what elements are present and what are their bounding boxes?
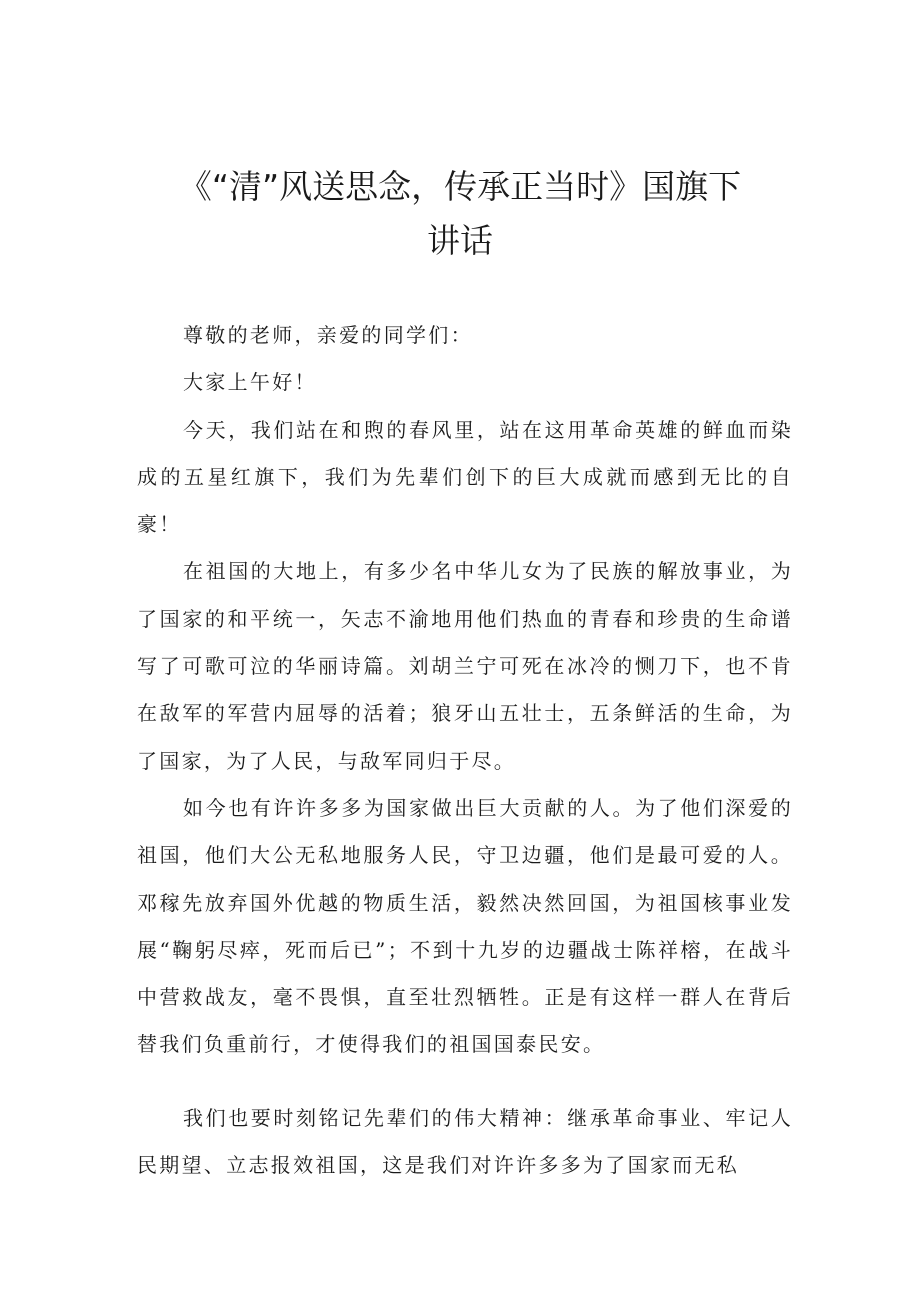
document-title (110, 160, 810, 268)
title-line-1: 《“清”风送思念，传承正当时》国旗下 (178, 167, 742, 206)
paragraph-1: 今天，我们站在和煦的春风里，站在这用革命英雄的鲜血而染成的五星红旗下，我们为先辈们创下的巨大成就而感到无比的自豪！ (137, 417, 793, 537)
document-body (137, 312, 793, 1189)
paragraph-salutation: 尊敬的老师，亲爱的同学们： (183, 323, 473, 347)
paragraph-2: 在祖国的大地上，有多少名中华儿女为了民族的解放事业，为了国家的和平统一，矢志不渝地用他们热血的青春和珍贵的生命谱写了可歌可泣的华丽诗篇。刘胡兰宁可死在冰冷的恻刀下，也不肯在敌军的军营内屈辱的活着；狼牙山五壮士，五条鲜活的生命，为了国家，为了人民，与敌军同归于尽。 (137, 559, 793, 773)
paragraph-4: 我们也要时刻铭记先辈们的伟大精神：继承革命事业、牢记人民期望、立志报效祖国，这是我们对许许多多为了国家而无私 (137, 1105, 793, 1178)
title-line-2: 讲话 (427, 221, 493, 260)
paragraph-3: 如今也有许许多多为国家做出巨大贡献的人。为了他们深爱的祖国，他们大公无私地服务人民，守卫边疆，他们是最可爱的人。邓稼先放弃国外优越的物质生活，毅然决然回国，为祖国核事业发展“鞠躬尽瘁，死而后已”；不到十九岁的边疆战士陈祥榕，在战斗中营救战友，毫不畏惧，直至壮烈牺牲。正是有这样一群人在背后替我们负重前行，才使得我们的祖国国泰民安。 (137, 795, 793, 1057)
paragraph-greeting: 大家上午好！ (183, 370, 317, 395)
